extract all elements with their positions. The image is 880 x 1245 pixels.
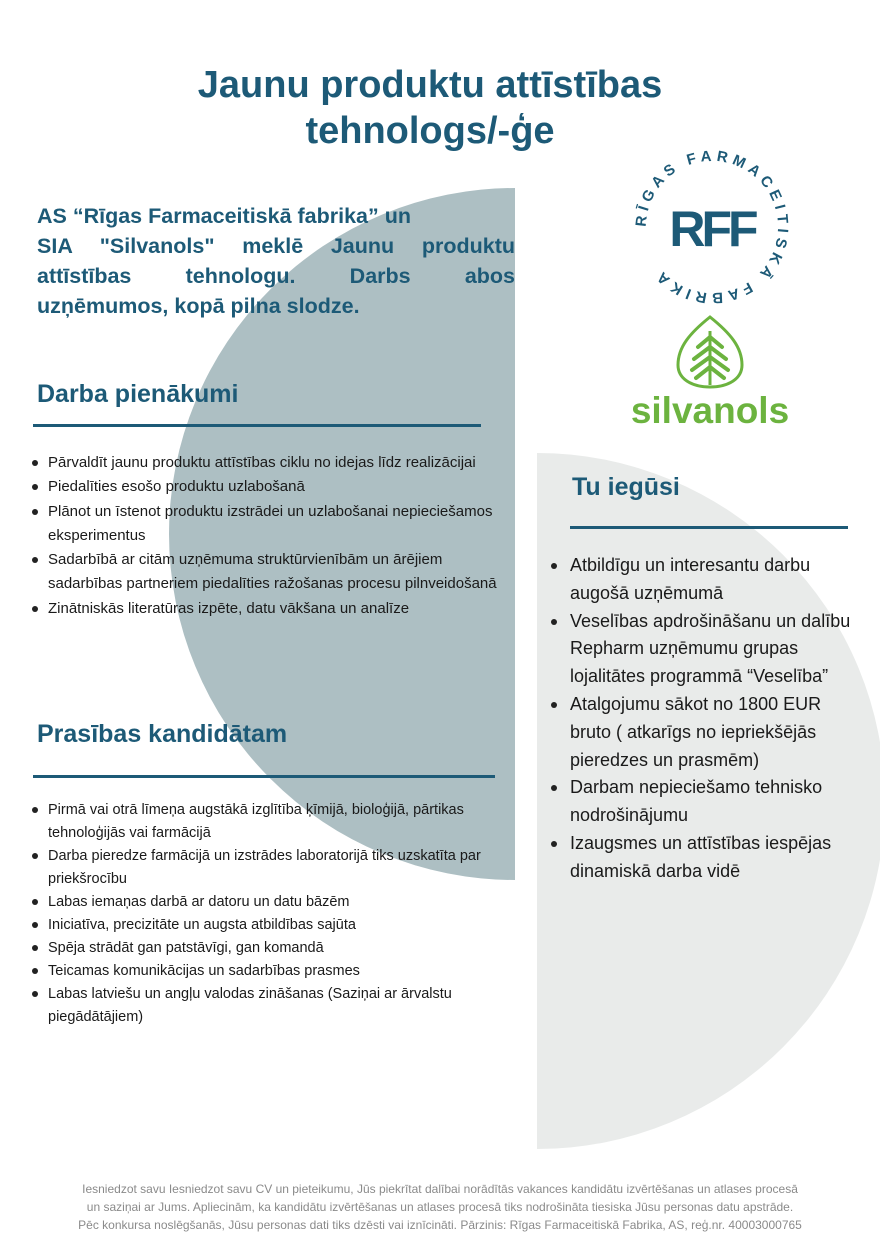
list-item: Veselības apdrošināšanu un dalību Repharm uzņēmumu grupas lojalitātes programmā “Veselība” bbox=[551, 608, 851, 691]
list-item: Darba pieredze farmācijā un izstrādes laboratorijā tiks uzskatīta par priekšrocību bbox=[32, 845, 510, 891]
rff-mark: RFF bbox=[669, 201, 755, 257]
title-line-2: tehnologs/-ģe bbox=[305, 110, 555, 152]
duties-divider bbox=[33, 424, 481, 427]
intro-line-2: SIA "Silvanols" meklē Jaunu produktu bbox=[37, 234, 515, 258]
list-item: Labas iemaņas darbā ar datoru un datu bāzēm bbox=[32, 891, 510, 914]
requirements-divider bbox=[33, 775, 495, 778]
title-line-1: Jaunu produktu attīstības bbox=[197, 64, 663, 106]
intro-line-1: AS “Rīgas Farmaceitiskā fabrika” un bbox=[37, 204, 412, 228]
footer-line-3: Pēc konkursa noslēgšanās, Jūsu personas dati tiks dzēsti vai iznīcināti. Pārzinis: Rīgas Farmaceitiskā Fabrika, AS, reģ.nr. 40003000765 bbox=[78, 1218, 802, 1232]
list-item: Zinātniskās literatūras izpēte, datu vākšana un analīze bbox=[32, 597, 502, 621]
list-item: Labas latviešu un angļu valodas zināšanas (Saziņai ar ārvalstu piegādātājiem) bbox=[32, 983, 510, 1029]
list-item: Pirmā vai otrā līmeņa augstākā izglītība ķīmijā, bioloģijā, pārtikas tehnoloģijās vai farmācijā bbox=[32, 799, 510, 845]
rff-logo bbox=[632, 147, 792, 307]
list-item: Plānot un īstenot produktu izstrādei un uzlabošanai nepieciešamos eksperimentus bbox=[32, 500, 502, 549]
list-item: Darbam nepieciešamo tehnisko nodrošinājumu bbox=[551, 774, 851, 830]
intro-line-3: attīstības tehnologu. Darbs abos bbox=[37, 264, 515, 288]
page-title bbox=[0, 62, 860, 154]
intro-line-4: uzņēmumos, kopā pilna slodze. bbox=[37, 294, 360, 318]
list-item: Atalgojumu sākot no 1800 EUR bruto ( atkarīgs no iepriekšējās pieredzes un prasmēm) bbox=[551, 691, 851, 774]
footer-disclaimer bbox=[35, 1180, 845, 1234]
footer-line-2: un saziņai ar Jums. Apliecinām, ka kandidātu izvērtēšanas un atlases procesā tiks nodrošināta tiesiska Jūsu personas datu apstrāde. bbox=[86, 1200, 794, 1214]
list-item: Atbildīgu un interesantu darbu augošā uzņēmumā bbox=[551, 552, 851, 608]
list-item: Sadarbībā ar citām uzņēmuma struktūrvienībām un ārējiem sadarbības partneriem piedalīties ražošanas procesu pilnveidošanā bbox=[32, 548, 502, 597]
requirements-heading: Prasības kandidātam bbox=[37, 720, 288, 748]
benefits-heading: Tu iegūsi bbox=[572, 473, 680, 501]
list-item: Teicamas komunikācijas un sadarbības prasmes bbox=[32, 960, 510, 983]
duties-list bbox=[32, 451, 502, 621]
leaf-icon bbox=[678, 317, 742, 387]
list-item: Spēja strādāt gan patstāvīgi, gan komandā bbox=[32, 937, 510, 960]
list-item: Izaugsmes un attīstības iespējas dinamiskā darba vidē bbox=[551, 830, 851, 886]
requirements-list bbox=[32, 799, 510, 1029]
benefits-list bbox=[551, 552, 851, 886]
duties-heading: Darba pienākumi bbox=[37, 380, 239, 408]
silvanols-wordmark: silvanols bbox=[630, 390, 790, 430]
list-item: Pārvaldīt jaunu produktu attīstības ciklu no idejas līdz realizācijai bbox=[32, 451, 502, 475]
benefits-divider bbox=[570, 526, 848, 529]
list-item: Iniciatīva, precizitāte un augsta atbildības sajūta bbox=[32, 914, 510, 937]
rff-ring-text: RĪGAS FARMACEITISKĀ FABRIKA bbox=[632, 147, 792, 307]
footer-line-1: Iesniedzot savu Iesniedzot savu CV un pieteikumu, Jūs piekrītat dalībai norādītās vakances kandidātu izvērtēšanas un atlases procesā bbox=[82, 1182, 798, 1196]
silvanols-logo bbox=[620, 315, 800, 430]
list-item: Piedalīties esošo produktu uzlabošanā bbox=[32, 475, 502, 499]
intro-text bbox=[37, 201, 515, 321]
